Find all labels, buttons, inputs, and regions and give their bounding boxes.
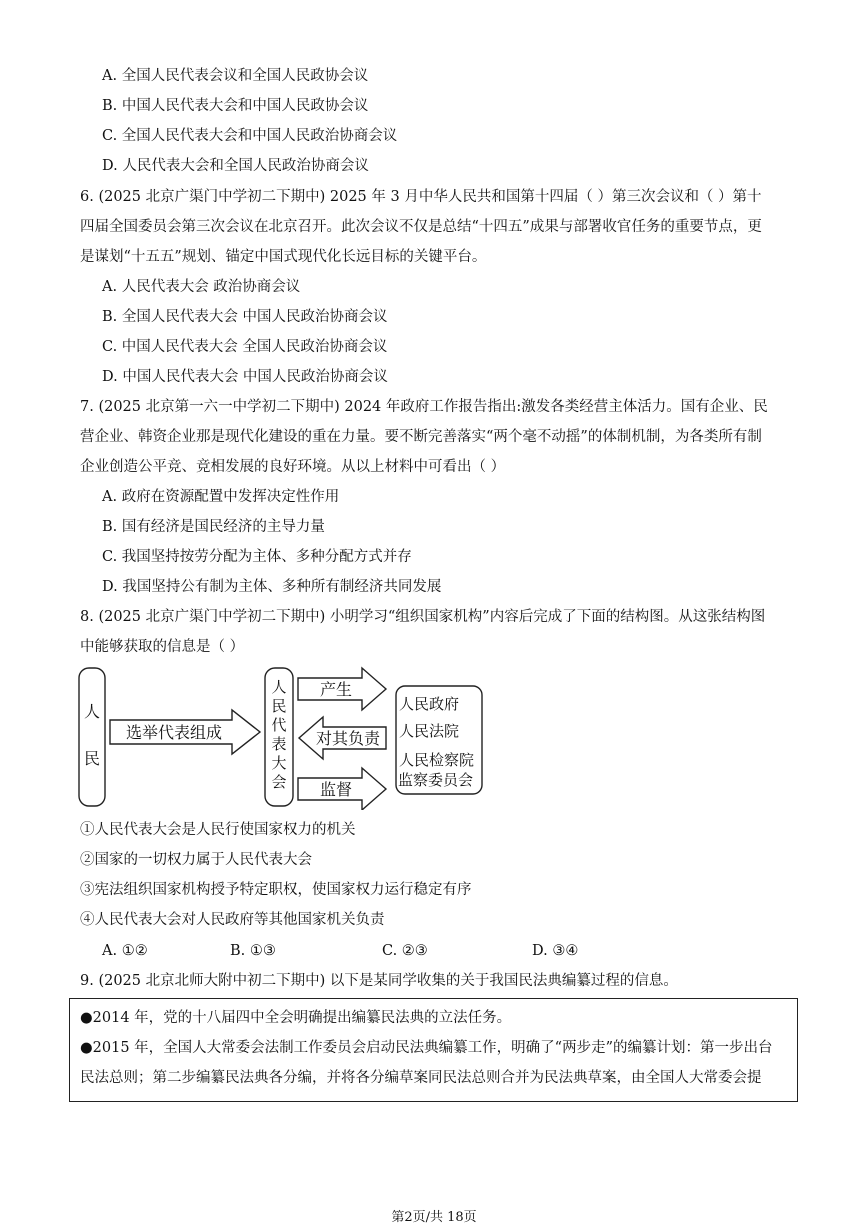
q9-stem: 9. (2025 北京北师大附中初二下期中) 以下是某同学收集的关于我国民法典编纂过程的信息。 [80, 973, 678, 989]
elect-arrow-label: 选举代表组成 [125, 723, 223, 742]
people-box [79, 668, 105, 806]
congress-char-6: 会 [271, 773, 287, 791]
q7-stem-line-1: 7. (2025 北京第一六一中学初二下期中) 2024 年政府工作报告指出:激发各类经营主体活力。国有企业、民 [80, 399, 768, 415]
q6-option-d: D. 中国人民代表大会 中国人民政治协商会议 [102, 369, 388, 385]
q6-stem-line-2: 四届全国委员会第三次会议在北京召开。此次会议不仅是总结“十四五”成果与部署收官任务的重要节点，更 [80, 219, 762, 235]
q8-answer-b: B. ①③ [230, 943, 276, 959]
q6-option-b: B. 全国人民代表大会 中国人民政治协商会议 [102, 309, 388, 325]
organ-supervisory-commission: 监察委员会 [398, 771, 474, 789]
q8-answer-c: C. ②③ [382, 943, 428, 959]
organ-procuratorate: 人民检察院 [399, 751, 475, 769]
q6-option-c: C. 中国人民代表大会 全国人民政治协商会议 [102, 339, 388, 355]
q5-option-c: C. 全国人民代表大会和中国人民政治协商会议 [102, 128, 398, 144]
q5-option-a: A. 全国人民代表会议和全国人民政协会议 [102, 68, 369, 84]
q9-info-line-3: 民法总则；第二步编纂民法典各分编，并将各分编草案同民法总则合并为民法典草案，由全国人大常委会提 [80, 1070, 762, 1086]
q8-statement-3: ③宪法组织国家机构授予特定职权，使国家权力运行稳定有序 [80, 882, 472, 898]
supervise-arrow-label: 监督 [319, 780, 353, 799]
q7-option-c: C. 我国坚持按劳分配为主体、多种分配方式并存 [102, 549, 412, 565]
people-char-2: 民 [83, 749, 101, 768]
congress-char-3: 代 [271, 716, 287, 734]
congress-char-5: 大 [271, 754, 287, 772]
responsible-arrow-label: 对其负责 [315, 729, 381, 748]
organ-court: 人民法院 [399, 722, 460, 740]
page-footer: 第2页/共 18页 [391, 1210, 477, 1225]
q6-option-a: A. 人民代表大会 政治协商会议 [102, 279, 301, 295]
congress-char-2: 民 [271, 697, 287, 715]
q9-info-box [69, 998, 798, 1102]
q8-answer-d: D. ③④ [532, 943, 579, 959]
q8-answer-a: A. ①② [102, 943, 148, 959]
q6-stem-line-3: 是谋划“十五五”规划、锚定中国式现代化长远目标的关键平台。 [80, 249, 487, 265]
q9-info-line-1: ●2014 年，党的十八届四中全会明确提出编纂民法典的立法任务。 [80, 1010, 512, 1026]
q7-option-a: A. 政府在资源配置中发挥决定性作用 [102, 489, 340, 505]
organ-government: 人民政府 [399, 695, 460, 713]
q5-option-b: B. 中国人民代表大会和中国人民政协会议 [102, 98, 369, 114]
state-organs-diagram [78, 664, 488, 814]
people-char-1: 人 [83, 702, 101, 721]
q8-statement-4: ④人民代表大会对人民政府等其他国家机关负责 [80, 912, 385, 928]
q9-info-line-2: ●2015 年，全国人大常委会法制工作委员会启动民法典编纂工作，明确了“两步走”的编纂计划：第一步出台 [80, 1040, 773, 1056]
q6-stem-line-1: 6. (2025 北京广渠门中学初二下期中) 2025 年 3 月中华人民共和国第十四届（ ）第三次会议和（ ）第十 [80, 189, 762, 205]
q7-stem-line-2: 营企业、韩资企业那是现代化建设的重在力量。要不断完善落实“两个毫不动摇”的体制机制，为各类所有制 [80, 429, 762, 445]
q8-stem-line-1: 8. (2025 北京广渠门中学初二下期中) 小明学习“组织国家机构”内容后完成了下面的结构图。从这张结构图 [80, 609, 766, 625]
q7-option-b: B. 国有经济是国民经济的主导力量 [102, 519, 325, 535]
q8-statement-1: ①人民代表大会是人民行使国家权力的机关 [80, 822, 356, 838]
q7-option-d: D. 我国坚持公有制为主体、多种所有制经济共同发展 [102, 579, 442, 595]
congress-char-4: 表 [271, 735, 287, 753]
q8-statement-2: ②国家的一切权力属于人民代表大会 [80, 852, 312, 868]
q7-stem-line-3: 企业创造公平竞、竞相发展的良好环境。从以上材料中可看出（ ） [80, 459, 506, 475]
q5-option-d: D. 人民代表大会和全国人民政治协商会议 [102, 158, 369, 174]
q8-stem-line-2: 中能够获取的信息是（ ） [80, 639, 245, 655]
produce-arrow-label: 产生 [319, 680, 353, 699]
congress-char-1: 人 [271, 678, 287, 696]
